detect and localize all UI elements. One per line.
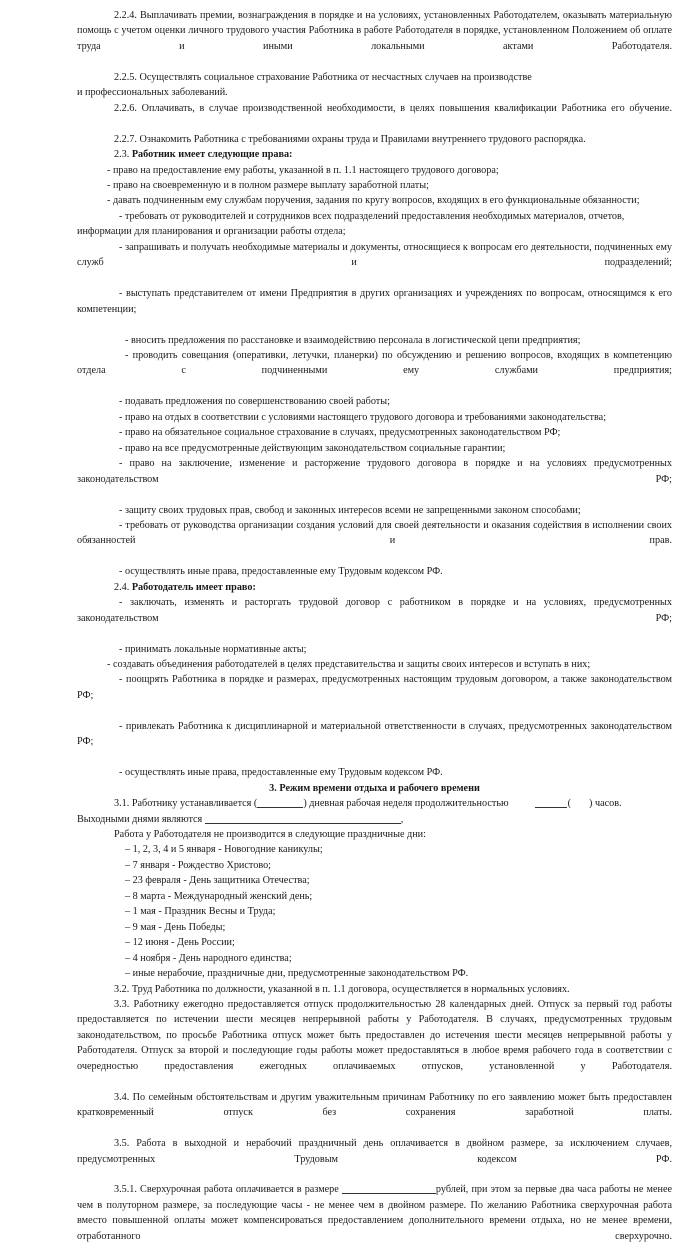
employee-right-item: - право на все предусмотренные действующим законодательством социальные гарантии;	[119, 442, 506, 454]
clause-3-2: 3.2. Труд Работника по должности, указанной в п. 1.1 договора, осуществляется в нормальных условиях.	[114, 983, 570, 995]
employer-right-item: - поощрять Работника в порядке и размерах, предусмотренных настоящим трудовым договором, а также законодательством РФ;	[77, 674, 672, 701]
clause-2-2-5-line-2: и профессиональных заболеваний.	[77, 87, 228, 99]
employee-right-item: - проводить совещания (оперативки, летучки, планерки) по обсуждению и решению вопросов, входящих в компетенцию отдела с подчиненными ему службами предприятия;	[77, 349, 672, 377]
clause-2-2-5-line-1: 2.2.5. Осуществлять социальное страхование Работника от несчастных случаев на производстве	[114, 71, 532, 83]
heading-2-4-title: Работодатель имеет право:	[131, 581, 256, 593]
holiday-item: – 9 мая - День Победы;	[125, 921, 226, 933]
employee-right-item: - право на обязательное социальное страхование в случаях, предусмотренных законодательством РФ;	[119, 427, 561, 439]
clause-3-5: 3.5. Работа в выходной и нерабочий праздничный день оплачивается в двойном размере, за исключением случаев, предусмотренных Трудовым кодексом РФ.	[77, 1138, 672, 1165]
employer-right-item: - создавать объединения работодателей в целях представительства и защиты своих интересов и вступать в них;	[107, 659, 591, 671]
holiday-item: – 23 февраля - День защитника Отечества;	[125, 875, 310, 887]
employee-right-item: - выступать представителем от имени Предприятия в других организациях и учреждениях по вопросам, относящимся к его компетенции;	[77, 288, 672, 315]
clause-3-3: 3.3. Работнику ежегодно предоставляется отпуск продолжительностью 28 календарных дней. Отпуск за первый год работы предоставляется по истечении шести месяцев непрерывной работы у Работодателя. В случаях, предусмотренных трудовым законодательством, по просьбе Работника отпуск может быть предоставлен до истечения шести месяцев непрерывной работы у Работодателя. Отпуск за второй и последующие годы работы может предоставляться в любое время рабочего года в соответствии с очередностью предоставления ежегодных оплачиваемых отпусков, установленной у Работодателя.	[77, 999, 672, 1072]
holiday-item: – 1, 2, 3, 4 и 5 января - Новогодние каникулы;	[125, 844, 323, 856]
holiday-item: – 7 января - Рождество Христово;	[125, 859, 271, 871]
heading-2-4	[77, 580, 672, 595]
employee-right-item: - защиту своих трудовых прав, свобод и законных интересов всеми не запрещенными законом способами;	[119, 504, 581, 516]
clause-3-1-text-part-2: ) дневная рабочая неделя продолжительностью	[303, 798, 509, 810]
heading-2-3-number: 2.3.	[114, 149, 130, 161]
hours-words-blank[interactable]	[535, 807, 567, 808]
holiday-item: – 4 ноября - День народного единства;	[125, 952, 292, 964]
holiday-item: – 12 июня - День России;	[125, 937, 235, 949]
days-off-comma: ,	[400, 813, 404, 825]
holiday-item: – 1 мая - Праздник Весны и Труда;	[125, 906, 276, 918]
employee-right-item: - право на своевременную и в полном размере выплату заработной платы;	[107, 179, 429, 191]
holiday-item: – иные нерабочие, праздничные дни, предусмотренные законодательством РФ.	[125, 968, 469, 980]
clause-3-5-1-text-part-2: рублей, при этом за первые два часа работы не менее чем в полуторном размере, за последующие часы - не менее чем в двойном размере. По желанию Работника сверхурочная работа вместо повышенной оплаты может компенсироваться предоставлением дополнительного времени отдыха, но не менее времени, отработанного сверхурочно.	[77, 1184, 672, 1242]
document-body	[77, 8, 672, 1260]
employee-right-item: - подавать предложения по совершенствованию своей работы;	[119, 396, 390, 408]
section-3-heading: 3. Режим времени отдыха и рабочего времени	[269, 782, 480, 794]
overtime-rate-blank[interactable]	[342, 1193, 436, 1194]
holiday-item: – 8 марта - Международный женский день;	[125, 890, 313, 902]
clause-3-1-text-part-4: ) часов.	[589, 798, 622, 810]
heading-2-3-title: Работник имеет следующие права:	[131, 149, 293, 161]
employee-right-item: - осуществлять иные права, предоставленные ему Трудовым кодексом РФ.	[119, 566, 443, 578]
employer-right-item: - принимать локальные нормативные акты;	[119, 643, 307, 655]
clause-3-5-1-text-part-1: 3.5.1. Сверхурочная работа оплачивается в размере	[114, 1184, 339, 1196]
clause-3-4: 3.4. По семейным обстоятельствам и другим уважительным причинам Работнику по его заявлению может быть предоставлен кратковременный отпуск без сохранения заработной платы.	[77, 1091, 672, 1119]
clause-2-2-7: 2.2.7. Ознакомить Работника с требованиями охраны труда и Правилами внутреннего трудового распорядка.	[114, 133, 586, 145]
holidays-intro: Работа у Работодателя не производится в следующие праздничные дни:	[114, 829, 426, 841]
days-off-label: Выходными днями являются	[77, 813, 203, 825]
clause-3-1-line-1	[77, 796, 672, 811]
employee-right-item: - вносить предложения по расстановке и взаимодействию персонала в логистической цепи предприятия;	[125, 334, 581, 346]
employee-right-item: - давать подчиненным ему службам поручения, задания по кругу вопросов, входящих в его функциональные обязанности;	[107, 195, 640, 207]
employee-right-item: - право на предоставление ему работы, указанной в п. 1.1 настоящего трудового договора;	[107, 164, 499, 176]
days-off-blank[interactable]	[205, 823, 401, 824]
employer-right-item: - осуществлять иные права, предоставленные ему Трудовым кодексом РФ.	[119, 767, 443, 779]
employee-right-item: - право на отдых в соответствии с условиями настоящего трудового договора и требованиями законодательства;	[119, 411, 607, 423]
clause-2-2-6: 2.2.6. Оплачивать, в случае производственной необходимости, в целях повышения квалификации Работника его обучение.	[114, 102, 672, 114]
days-per-week-blank[interactable]	[257, 807, 303, 808]
employee-right-item: - требовать от руководителей и сотрудников всех подразделений предоставления необходимых материалов, отчетов, информации для планирования и организации работы отдела;	[77, 210, 625, 238]
employee-right-item: - требовать от руководства организации создания условий для своей деятельности и оказания содействия в исполнении своих обязанностей и прав.	[77, 519, 672, 547]
clause-2-2-4: 2.2.4. Выплачивать премии, вознаграждения в порядке и на условиях, установленных Работодателем, оказывать материальную помощь с учетом оценки личного трудового участия Работника в работе Работодателя в порядке, установленном Положением об оплате труда и иными локальными актами Работодателя.	[77, 10, 672, 52]
employee-right-item: - запрашивать и получать необходимые материалы и документы, относящиеся к вопросам его деятельности, подчиненных ему служб и подразделений;	[77, 241, 672, 269]
clause-3-1-line-2	[77, 812, 672, 827]
clause-3-5-1	[77, 1182, 672, 1259]
clause-3-1-text-part-1: 3.1. Работнику устанавливается (	[114, 798, 258, 810]
heading-2-4-number: 2.4.	[114, 581, 130, 593]
heading-2-3	[77, 147, 672, 162]
employer-right-item: - заключать, изменять и расторгать трудовой договор с работником в порядке и на условиях, предусмотренных законодательством РФ;	[77, 597, 672, 624]
employer-right-item: - привлекать Работника к дисциплинарной и материальной ответственности в случаях, предусмотренных законодательством РФ;	[77, 720, 672, 748]
employee-right-item: - право на заключение, изменение и расторжение трудового договора в порядке и на условиях предусмотренных законодательством РФ;	[77, 458, 672, 485]
clause-3-1-text-part-3: (	[567, 798, 571, 810]
